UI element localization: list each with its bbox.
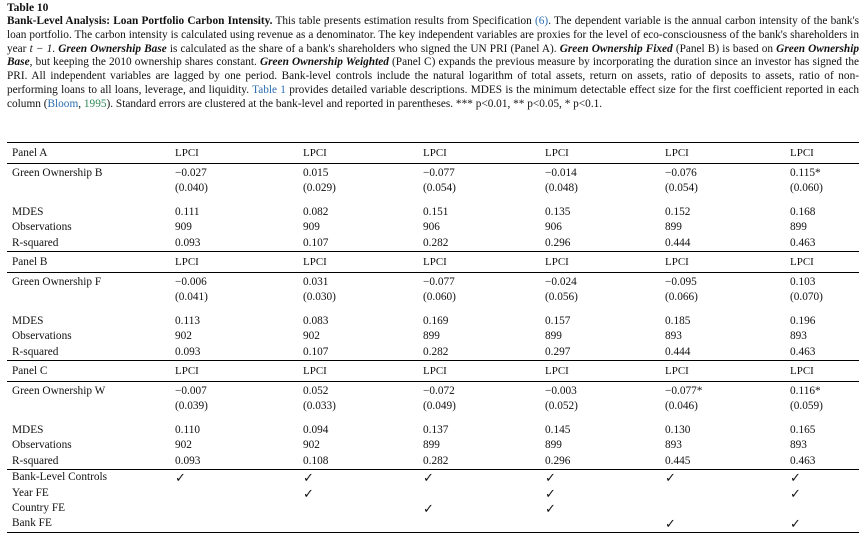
- stat-value: 0.282: [423, 236, 449, 249]
- empty-label-cell: [7, 290, 175, 305]
- column-header: LPCI: [790, 252, 859, 273]
- standard-error-cell: (0.054): [665, 182, 698, 195]
- coefficient-cell: −0.076: [665, 167, 697, 179]
- stat-value: 906: [545, 221, 562, 234]
- citation-separator: ,: [78, 97, 84, 110]
- column-header: LPCI: [303, 252, 423, 273]
- spacer-row: [7, 197, 859, 205]
- stat-value: 0.082: [303, 205, 329, 218]
- var-green-ownership-weighted: Green Ownership Weighted: [259, 56, 389, 69]
- stat-value: 899: [790, 221, 807, 234]
- standard-error-cell: (0.054): [423, 182, 456, 195]
- spacer-cell: [7, 197, 175, 205]
- stat-row: [7, 438, 859, 453]
- paper-page: [7, 0, 859, 532]
- caption-title: Bank-Level Analysis: Loan Portfolio Carbon Intensity.: [7, 15, 273, 27]
- checkmark-icon: ✓: [545, 470, 665, 486]
- column-header: LPCI: [545, 361, 665, 382]
- checkmark-icon: [175, 516, 303, 532]
- panel-label: Panel A: [7, 143, 175, 164]
- coefficient-cell: 0.031: [303, 276, 329, 289]
- stat-label: R-squared: [12, 345, 59, 358]
- stat-value: 893: [665, 439, 682, 452]
- spacer-cell: [175, 306, 303, 314]
- stat-value: 0.093: [175, 454, 201, 467]
- stat-value: 893: [790, 439, 807, 452]
- standard-error-cell: (0.052): [545, 400, 578, 413]
- controls-row: [7, 470, 859, 486]
- checkmark-icon: ✓: [303, 470, 423, 486]
- coefficient-cell: 0.115*: [790, 167, 821, 179]
- stat-row: [7, 236, 859, 252]
- standard-error-cell: (0.029): [303, 182, 336, 195]
- column-header: LPCI: [790, 361, 859, 382]
- coefficient-cell: −0.003: [545, 385, 577, 398]
- column-header: LPCI: [423, 252, 545, 273]
- coefficient-cell: −0.014: [545, 167, 577, 179]
- stat-value: 899: [545, 439, 562, 452]
- column-header: LPCI: [790, 143, 859, 164]
- column-header: LPCI: [665, 252, 790, 273]
- stat-value: 0.169: [423, 314, 449, 327]
- stat-value: 0.157: [545, 314, 571, 327]
- stat-label: Observations: [12, 439, 72, 452]
- column-header: LPCI: [423, 143, 545, 164]
- caption-text-6: , but keeping the 2010 ownership shares constant.: [29, 56, 260, 69]
- stat-label: Observations: [12, 330, 72, 343]
- stat-value: 0.196: [790, 314, 816, 327]
- stat-label: MDES: [12, 423, 44, 436]
- standard-error-cell: (0.033): [303, 400, 336, 413]
- stat-row: [7, 314, 859, 329]
- citation-author-link[interactable]: Bloom: [47, 97, 79, 110]
- column-header: LPCI: [303, 361, 423, 382]
- spacer-cell: [303, 415, 423, 423]
- stat-row: [7, 205, 859, 220]
- table-1-link[interactable]: Table 1: [252, 83, 286, 96]
- column-header: LPCI: [665, 361, 790, 382]
- empty-label-cell: [7, 181, 175, 196]
- spacer-row: [7, 415, 859, 423]
- standard-error-cell: (0.060): [423, 291, 456, 304]
- variable-label: Green Ownership W: [12, 385, 106, 398]
- control-label: Year FE: [12, 486, 49, 499]
- stat-value: 0.093: [175, 236, 201, 249]
- caption-text-8: provides detailed variable descriptions. MDES is the minimum detectable effect size for the first coefficient reported in each column (: [7, 83, 859, 110]
- stat-row: [7, 454, 859, 470]
- stat-label: MDES: [12, 205, 44, 218]
- checkmark-icon: [175, 501, 303, 516]
- stat-value: 0.110: [175, 423, 200, 436]
- column-header: LPCI: [175, 361, 303, 382]
- column-header: LPCI: [665, 143, 790, 164]
- stat-label: R-squared: [12, 236, 59, 249]
- controls-row: [7, 516, 859, 532]
- spacer-cell: [423, 415, 545, 423]
- spacer-cell: [545, 197, 665, 205]
- stat-row: [7, 220, 859, 235]
- standard-error-cell: (0.066): [665, 291, 698, 304]
- stat-value: 893: [790, 330, 807, 343]
- column-header: LPCI: [175, 143, 303, 164]
- stat-value: 899: [665, 221, 682, 234]
- stat-value: 0.083: [303, 314, 329, 327]
- stat-value: 0.107: [303, 345, 329, 358]
- stat-value: 0.445: [665, 454, 691, 467]
- coefficient-cell: −0.006: [175, 276, 207, 289]
- checkmark-icon: [303, 516, 423, 532]
- checkmark-icon: ✓: [790, 470, 859, 486]
- stat-value: 909: [303, 221, 320, 234]
- stat-value: 0.108: [303, 454, 329, 467]
- standard-error-cell: (0.059): [790, 400, 823, 413]
- caption-text-4: is calculated as the share of a bank's shareholders who signed the UN PRI (Panel A).: [166, 42, 560, 55]
- spacer-cell: [303, 197, 423, 205]
- coefficient-cell: 0.103: [790, 276, 816, 289]
- checkmark-icon: ✓: [665, 516, 790, 532]
- stat-label: MDES: [12, 314, 44, 327]
- standard-error-cell: (0.040): [175, 182, 208, 195]
- standard-error-cell: (0.049): [423, 400, 456, 413]
- results-table: [7, 142, 859, 533]
- standard-error-row: [7, 290, 859, 305]
- variable-label: Green Ownership B: [12, 167, 103, 179]
- checkmark-icon: [303, 501, 423, 516]
- coefficient-cell: −0.024: [545, 276, 577, 289]
- coefficient-cell: −0.027: [175, 167, 207, 179]
- column-header: LPCI: [423, 361, 545, 382]
- stat-row: [7, 345, 859, 361]
- panel-label: Panel C: [7, 361, 175, 382]
- checkmark-icon: ✓: [545, 485, 556, 501]
- var-green-ownership-base-2: Green Ownership Base: [7, 42, 859, 69]
- year-expression: t − 1: [29, 42, 53, 55]
- stat-value: 0.282: [423, 454, 449, 467]
- checkmark-icon: [545, 516, 665, 532]
- stat-value: 902: [175, 439, 192, 452]
- stat-value: 902: [303, 330, 320, 343]
- standard-error-cell: (0.039): [175, 400, 208, 413]
- checkmark-icon: ✓: [423, 470, 545, 486]
- standard-error-cell: (0.070): [790, 291, 823, 304]
- stat-value: 0.165: [790, 423, 816, 436]
- var-green-ownership-base: Green Ownership Base: [58, 42, 167, 55]
- stat-value: 0.107: [303, 236, 329, 249]
- stat-label: R-squared: [12, 454, 59, 467]
- stat-value: 0.151: [423, 205, 449, 218]
- spacer-cell: [7, 415, 175, 423]
- spacer-cell: [665, 306, 790, 314]
- control-label: Bank FE: [7, 516, 175, 532]
- standard-error-cell: (0.056): [545, 291, 578, 304]
- panel-header-row: [7, 361, 859, 382]
- standard-error-cell: (0.030): [303, 291, 336, 304]
- empty-label-cell: [7, 399, 175, 414]
- column-header: LPCI: [303, 143, 423, 164]
- caption-text-9: ). Standard errors are clustered at the bank-level and reported in parentheses. *** p<0.01, ** p<0.05, * p<0.1.: [106, 97, 603, 110]
- checkmark-icon: ✓: [303, 485, 314, 501]
- coefficient-cell: −0.007: [175, 385, 207, 398]
- citation-year-link[interactable]: 1995: [83, 97, 107, 110]
- checkmark-icon: [665, 501, 790, 516]
- spacer-cell: [303, 306, 423, 314]
- spacer-cell: [665, 415, 790, 423]
- stat-value: 0.094: [303, 423, 329, 436]
- standard-error-row: [7, 399, 859, 414]
- standard-error-cell: (0.060): [790, 182, 823, 195]
- standard-error-cell: (0.046): [665, 400, 698, 413]
- spacer-cell: [545, 306, 665, 314]
- panel-header-row: [7, 143, 859, 164]
- spacer-row: [7, 306, 859, 314]
- table-caption: [7, 15, 859, 151]
- controls-row: [7, 486, 859, 501]
- standard-error-row: [7, 181, 859, 196]
- panel-label: Panel B: [7, 252, 175, 273]
- checkmark-icon: ✓: [545, 500, 556, 516]
- stat-value: 906: [423, 221, 440, 234]
- stat-value: 0.145: [545, 423, 571, 436]
- stat-value: 0.152: [665, 205, 691, 218]
- stat-value: 902: [303, 439, 320, 452]
- coefficient-row: [7, 273, 859, 291]
- control-label: Country FE: [12, 501, 66, 514]
- checkmark-icon: ✓: [790, 485, 801, 501]
- coefficient-cell: 0.015: [303, 167, 329, 179]
- table-label: Table 10: [7, 2, 49, 14]
- coefficient-cell: −0.077: [423, 167, 455, 179]
- checkmark-icon: ✓: [175, 470, 303, 486]
- stat-value: 909: [175, 221, 192, 234]
- panel-header-row: [7, 252, 859, 273]
- control-label: Bank-Level Controls: [7, 470, 175, 486]
- caption-text-5: (Panel B) is based on: [672, 42, 777, 55]
- coefficient-cell: −0.077*: [665, 385, 703, 398]
- checkmark-icon: [790, 501, 859, 516]
- coefficient-cell: −0.077: [423, 276, 455, 289]
- spacer-cell: [545, 415, 665, 423]
- stat-value: 899: [423, 439, 440, 452]
- stat-value: 0.444: [665, 236, 691, 249]
- stat-value: 0.296: [545, 236, 571, 249]
- stat-value: 899: [545, 330, 562, 343]
- standard-error-cell: (0.041): [175, 291, 208, 304]
- stat-value: 0.093: [175, 345, 201, 358]
- stat-value: 0.168: [790, 205, 816, 218]
- checkmark-icon: [423, 486, 545, 501]
- spacer-cell: [175, 197, 303, 205]
- stat-value: 0.185: [665, 314, 691, 327]
- caption-text-1: This table presents estimation results from Specification: [272, 15, 535, 27]
- stat-value: 0.130: [665, 423, 691, 436]
- spacer-cell: [423, 197, 545, 205]
- stat-value: 0.297: [545, 345, 571, 358]
- stat-value: 893: [665, 330, 682, 343]
- stat-value: 0.137: [423, 423, 449, 436]
- checkmark-icon: ✓: [790, 516, 859, 532]
- variable-label: Green Ownership F: [12, 276, 102, 289]
- column-header: LPCI: [175, 252, 303, 273]
- controls-row: [7, 501, 859, 516]
- coefficient-cell: −0.095: [665, 276, 697, 289]
- coefficient-cell: 0.052: [303, 385, 329, 398]
- caption-text-2: . The dependent variable is the annual carbon intensity of the bank's loan portfolio. The carbon intensity is calculated using revenue as a denominator. The key independent variables are proxies for the level of eco-consciousness of the bank's shareholders in year: [7, 15, 859, 55]
- stat-label: Observations: [12, 221, 72, 234]
- stat-value: 0.296: [545, 454, 571, 467]
- caption-text-7: (Panel C) expands the previous measure by incorporating the duration since an investor has signed the PRI. All independent variables are lagged by one period. Bank-level controls include the natural logarithm of total assets, return on assets, ratio of deposits to assets, ratio of non-performing loans to all loans, leverage, and liquidity.: [7, 56, 859, 96]
- stat-value: 0.113: [175, 314, 200, 327]
- spacer-cell: [790, 197, 859, 205]
- stat-value: 0.111: [175, 205, 200, 218]
- spacer-cell: [175, 415, 303, 423]
- specification-link[interactable]: (6): [535, 15, 549, 27]
- spacer-cell: [790, 415, 859, 423]
- stat-value: 0.135: [545, 205, 571, 218]
- stat-value: 0.444: [665, 345, 691, 358]
- column-header: LPCI: [545, 252, 665, 273]
- checkmark-icon: [665, 486, 790, 501]
- spacer-cell: [7, 306, 175, 314]
- stat-value: 0.463: [790, 345, 816, 358]
- coefficient-row: [7, 382, 859, 400]
- coefficient-cell: −0.072: [423, 385, 455, 398]
- checkmark-icon: ✓: [665, 470, 790, 486]
- stat-value: 899: [423, 330, 440, 343]
- standard-error-cell: (0.048): [545, 182, 578, 195]
- stat-value: 0.463: [790, 236, 816, 249]
- checkmark-icon: [423, 516, 545, 532]
- coefficient-cell: 0.116*: [790, 385, 821, 398]
- stat-value: 0.463: [790, 454, 816, 467]
- spacer-cell: [423, 306, 545, 314]
- checkmark-icon: ✓: [423, 500, 434, 516]
- column-header: LPCI: [545, 143, 665, 164]
- spacer-cell: [790, 306, 859, 314]
- checkmark-icon: [175, 486, 303, 501]
- stat-value: 0.282: [423, 345, 449, 358]
- coefficient-row: [7, 164, 859, 182]
- stat-row: [7, 329, 859, 344]
- stat-value: 902: [175, 330, 192, 343]
- stat-row: [7, 423, 859, 438]
- caption-text-3: .: [52, 42, 59, 55]
- var-green-ownership-fixed: Green Ownership Fixed: [559, 42, 673, 55]
- spacer-cell: [665, 197, 790, 205]
